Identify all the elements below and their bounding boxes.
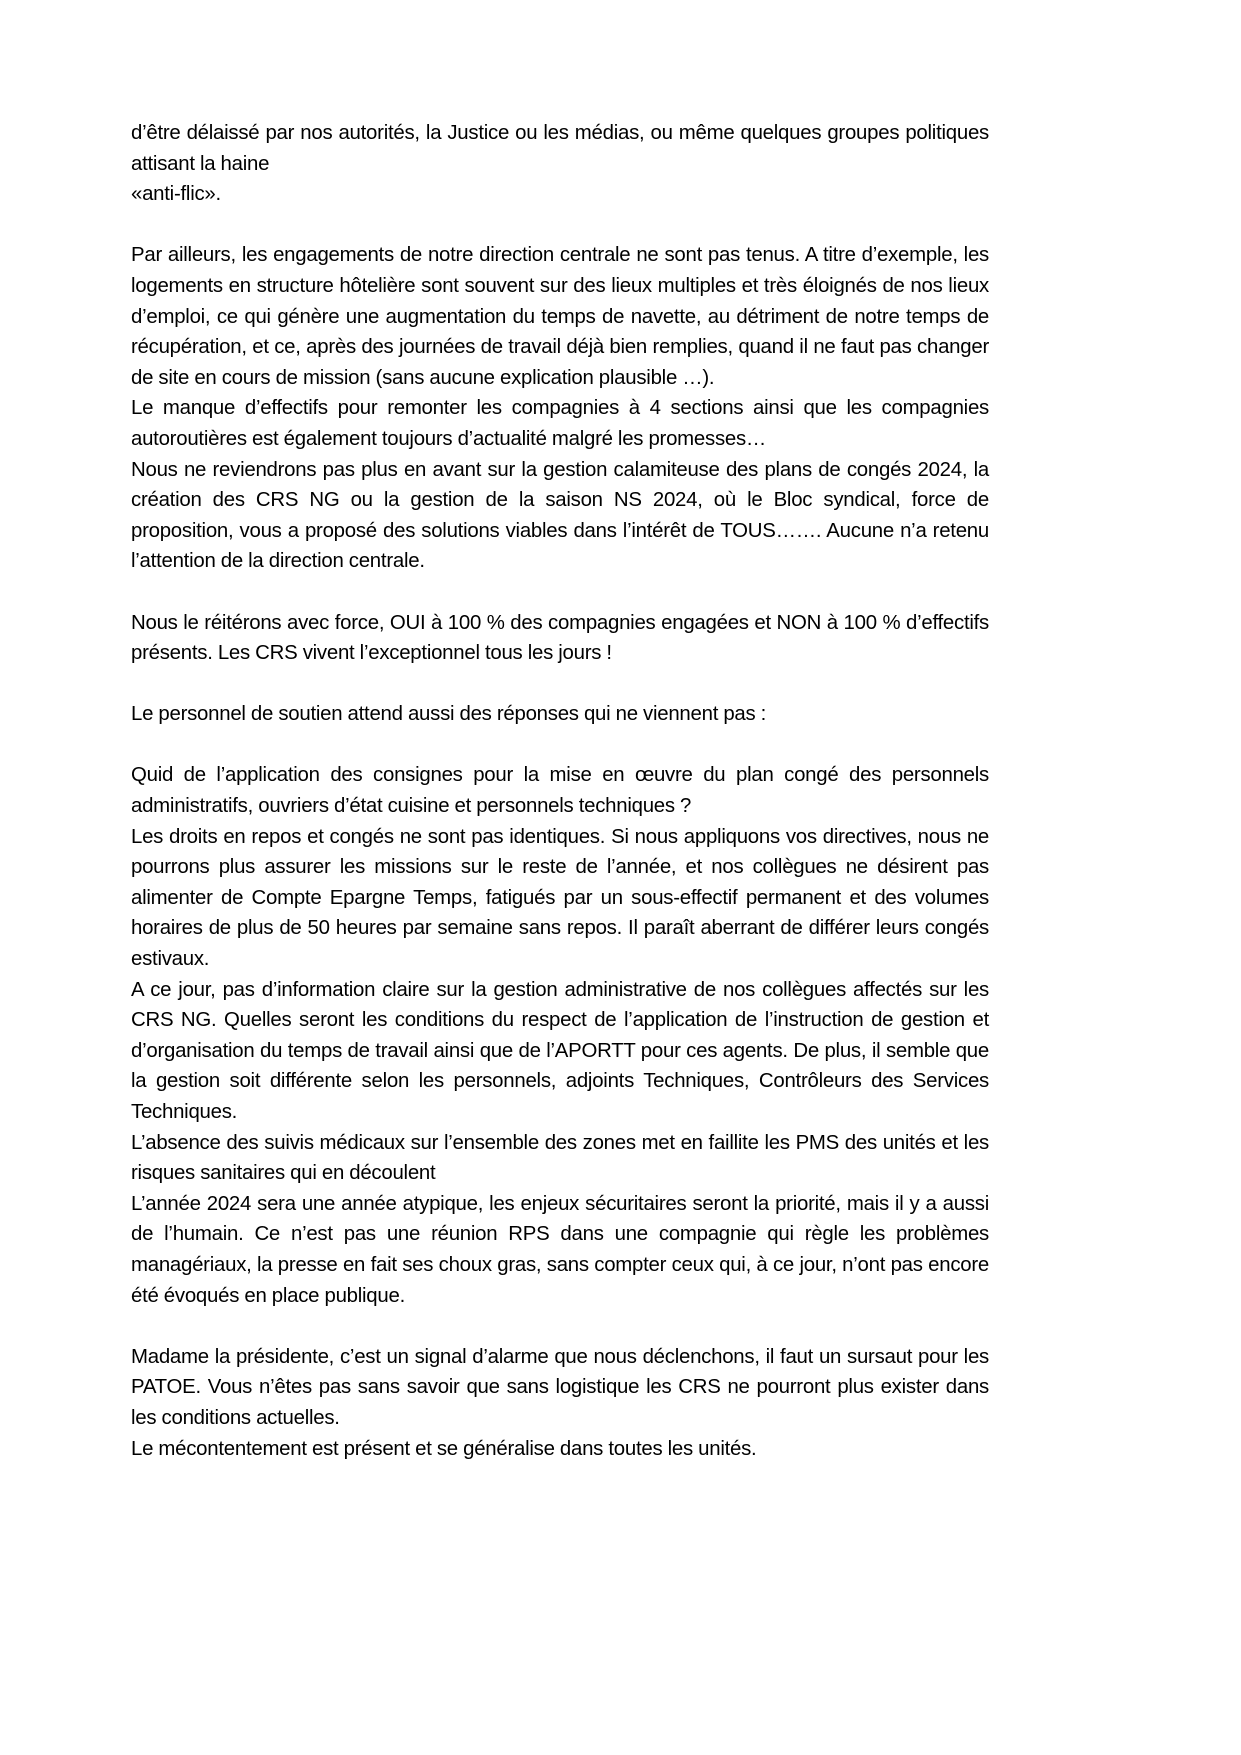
paragraph: Par ailleurs, les engagements de notre direction centrale ne sont pas tenus. A titre d’exemple, les logements en structure hôtelière sont souvent sur des lieux multiples et très éloignés de nos lieux d’emploi, ce qui génère une augmentation du temps de navette, au détriment de notre temps de récupération, et ce, après des journées de travail déjà bien remplies, quand il ne faut pas changer de site en cours de mission (sans aucune explication plausible …).	[131, 244, 989, 389]
paragraph: d’être délaissé par nos autorités, la Justice ou les médias, ou même quelques groupes politiques attisant la haine	[131, 122, 989, 175]
paragraph-gap	[131, 669, 989, 700]
paragraph-gap	[131, 1311, 989, 1342]
paragraph: Quid de l’application des consignes pour la mise en œuvre du plan congé des personnels administratifs, ouvriers d’état cuisine et personnels techniques ?	[131, 764, 989, 818]
paragraph: Le mécontentement est présent et se généralise dans toutes les unités.	[131, 1437, 757, 1460]
paragraph: L’année 2024 sera une année atypique, les enjeux sécuritaires seront la priorité, mais il y a aussi de l’humain. Ce n’est pas une réunion RPS dans une compagnie qui règle les problèmes managériaux, la presse en fait ses choux gras, sans compter ceux qui, à ce jour, n’ont pas encore été évoqués en place publique.	[131, 1192, 989, 1307]
paragraph: Le personnel de soutien attend aussi des réponses qui ne viennent pas :	[131, 703, 767, 726]
paragraph: A ce jour, pas d’information claire sur la gestion administrative de nos collègues affectés sur les CRS NG. Quelles seront les conditions du respect de l’application de l’instruction de gestion et d’organisation du temps de travail ainsi que de l’APORTT pour ces agents. De plus, il semble que la gestion soit différente selon les personnels, adjoints Techniques, Contrôleurs des Services Techniques.	[131, 978, 989, 1123]
paragraph: Le manque d’effectifs pour remonter les compagnies à 4 sections ainsi que les compagnies autoroutières est également toujours d’actualité malgré les promesses…	[131, 397, 989, 450]
paragraph: Les droits en repos et congés ne sont pas identiques. Si nous appliquons vos directives, nous ne pourrons plus assurer les missions sur le reste de l’année, et nos collègues ne désirent pas alimenter de Compte Epargne Temps, fatigués par un sous-effectif permanent et des volumes horaires de plus de 50 heures par semaine sans repos. Il paraît aberrant de différer leurs congés estivaux.	[131, 825, 989, 971]
paragraph: L’absence des suivis médicaux sur l’ensemble des zones met en faillite les PMS des unités et les risques sanitaires qui en découlent	[131, 1131, 989, 1185]
paragraph: Madame la présidente, c’est un signal d’alarme que nous déclenchons, il faut un sursaut pour les PATOE. Vous n’êtes pas sans savoir que sans logistique les CRS ne pourront plus exister dans les conditions actuelles.	[131, 1345, 989, 1429]
paragraph-gap	[131, 210, 989, 241]
paragraph-gap	[131, 730, 989, 761]
document-text-body	[131, 118, 989, 1464]
paragraph: Nous ne reviendrons pas plus en avant sur la gestion calamiteuse des plans de congés 2024, la création des CRS NG ou la gestion de la saison NS 2024, où le Bloc syndical, force de proposition, vous a proposé des solutions viables dans l’intérêt de TOUS……. Aucune n’a retenu l’attention de la direction centrale.	[131, 458, 989, 573]
paragraph-gap	[131, 577, 989, 608]
paragraph: Nous le réitérons avec force, OUI à 100 % des compagnies engagées et NON à 100 % d’effectifs présents. Les CRS vivent l’exceptionnel tous les jours !	[131, 611, 989, 665]
paragraph: «anti-flic».	[131, 183, 221, 206]
